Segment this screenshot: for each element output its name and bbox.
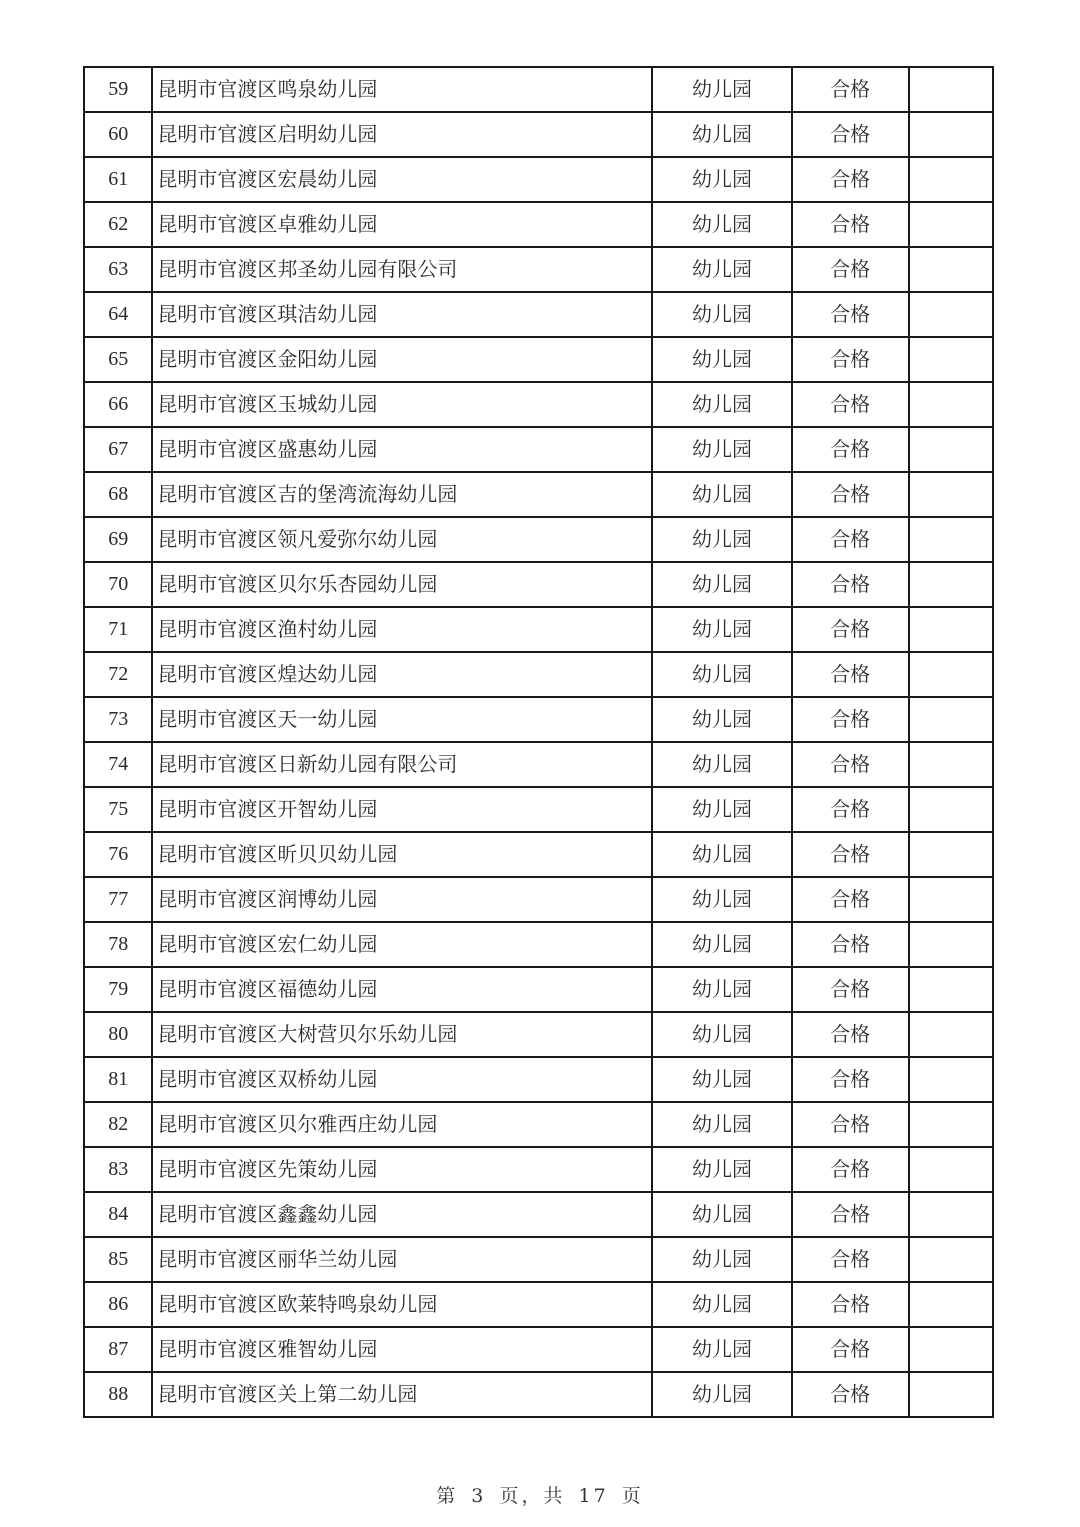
row-number-cell: 62	[84, 202, 152, 247]
row-number-cell: 68	[84, 472, 152, 517]
kindergarten-name-cell: 昆明市官渡区昕贝贝幼儿园	[152, 832, 652, 877]
institution-type-cell: 幼儿园	[652, 1192, 792, 1237]
row-number-cell: 74	[84, 742, 152, 787]
inspection-results-table	[83, 66, 994, 1418]
inspection-result-cell: 合格	[792, 922, 909, 967]
row-number-cell: 86	[84, 1282, 152, 1327]
kindergarten-name-cell: 昆明市官渡区吉的堡湾流海幼儿园	[152, 472, 652, 517]
kindergarten-name-cell: 昆明市官渡区鸣泉幼儿园	[152, 67, 652, 112]
inspection-result-cell: 合格	[792, 1282, 909, 1327]
table-row	[84, 967, 993, 1012]
remarks-cell	[909, 1192, 993, 1237]
row-number-cell: 88	[84, 1372, 152, 1417]
remarks-cell	[909, 832, 993, 877]
row-number-cell: 87	[84, 1327, 152, 1372]
kindergarten-name-cell: 昆明市官渡区宏晨幼儿园	[152, 157, 652, 202]
institution-type-cell: 幼儿园	[652, 922, 792, 967]
kindergarten-name-cell: 昆明市官渡区大树营贝尔乐幼儿园	[152, 1012, 652, 1057]
institution-type-cell: 幼儿园	[652, 877, 792, 922]
table-row	[84, 922, 993, 967]
kindergarten-name-cell: 昆明市官渡区丽华兰幼儿园	[152, 1237, 652, 1282]
institution-type-cell: 幼儿园	[652, 607, 792, 652]
institution-type-cell: 幼儿园	[652, 1372, 792, 1417]
inspection-result-cell: 合格	[792, 1327, 909, 1372]
inspection-result-cell: 合格	[792, 382, 909, 427]
inspection-result-cell: 合格	[792, 562, 909, 607]
remarks-cell	[909, 922, 993, 967]
row-number-cell: 69	[84, 517, 152, 562]
institution-type-cell: 幼儿园	[652, 787, 792, 832]
inspection-result-cell: 合格	[792, 427, 909, 472]
table-row	[84, 607, 993, 652]
row-number-cell: 72	[84, 652, 152, 697]
remarks-cell	[909, 652, 993, 697]
inspection-result-cell: 合格	[792, 697, 909, 742]
row-number-cell: 60	[84, 112, 152, 157]
table-row	[84, 1237, 993, 1282]
footer-middle: 页，共	[499, 1485, 566, 1507]
row-number-cell: 84	[84, 1192, 152, 1237]
table-row	[84, 877, 993, 922]
kindergarten-name-cell: 昆明市官渡区日新幼儿园有限公司	[152, 742, 652, 787]
institution-type-cell: 幼儿园	[652, 337, 792, 382]
table-row	[84, 202, 993, 247]
inspection-result-cell: 合格	[792, 517, 909, 562]
row-number-cell: 63	[84, 247, 152, 292]
kindergarten-name-cell: 昆明市官渡区开智幼儿园	[152, 787, 652, 832]
institution-type-cell: 幼儿园	[652, 1327, 792, 1372]
table-row	[84, 472, 993, 517]
table-row	[84, 1102, 993, 1147]
row-number-cell: 73	[84, 697, 152, 742]
kindergarten-name-cell: 昆明市官渡区宏仁幼儿园	[152, 922, 652, 967]
institution-type-cell: 幼儿园	[652, 112, 792, 157]
institution-type-cell: 幼儿园	[652, 1102, 792, 1147]
inspection-result-cell: 合格	[792, 832, 909, 877]
kindergarten-name-cell: 昆明市官渡区先策幼儿园	[152, 1147, 652, 1192]
table-row	[84, 1147, 993, 1192]
row-number-cell: 79	[84, 967, 152, 1012]
remarks-cell	[909, 247, 993, 292]
kindergarten-name-cell: 昆明市官渡区贝尔乐杏园幼儿园	[152, 562, 652, 607]
kindergarten-name-cell: 昆明市官渡区福德幼儿园	[152, 967, 652, 1012]
kindergarten-name-cell: 昆明市官渡区卓雅幼儿园	[152, 202, 652, 247]
remarks-cell	[909, 67, 993, 112]
row-number-cell: 59	[84, 67, 152, 112]
institution-type-cell: 幼儿园	[652, 67, 792, 112]
row-number-cell: 65	[84, 337, 152, 382]
table-row	[84, 517, 993, 562]
inspection-result-cell: 合格	[792, 1147, 909, 1192]
kindergarten-name-cell: 昆明市官渡区盛惠幼儿园	[152, 427, 652, 472]
remarks-cell	[909, 157, 993, 202]
remarks-cell	[909, 382, 993, 427]
institution-type-cell: 幼儿园	[652, 472, 792, 517]
inspection-result-cell: 合格	[792, 967, 909, 1012]
table-row	[84, 1282, 993, 1327]
row-number-cell: 61	[84, 157, 152, 202]
kindergarten-name-cell: 昆明市官渡区琪洁幼儿园	[152, 292, 652, 337]
kindergarten-name-cell: 昆明市官渡区金阳幼儿园	[152, 337, 652, 382]
inspection-result-cell: 合格	[792, 1102, 909, 1147]
remarks-cell	[909, 427, 993, 472]
remarks-cell	[909, 292, 993, 337]
remarks-cell	[909, 1372, 993, 1417]
remarks-cell	[909, 337, 993, 382]
row-number-cell: 70	[84, 562, 152, 607]
table-row	[84, 427, 993, 472]
inspection-result-cell: 合格	[792, 1057, 909, 1102]
institution-type-cell: 幼儿园	[652, 1282, 792, 1327]
remarks-cell	[909, 112, 993, 157]
table-row	[84, 1012, 993, 1057]
institution-type-cell: 幼儿园	[652, 292, 792, 337]
table-row	[84, 1372, 993, 1417]
institution-type-cell: 幼儿园	[652, 652, 792, 697]
table-row	[84, 697, 993, 742]
total-pages-number: 17	[578, 1485, 609, 1507]
inspection-result-cell: 合格	[792, 1012, 909, 1057]
kindergarten-name-cell: 昆明市官渡区启明幼儿园	[152, 112, 652, 157]
kindergarten-name-cell: 昆明市官渡区润博幼儿园	[152, 877, 652, 922]
table-row	[84, 112, 993, 157]
kindergarten-name-cell: 昆明市官渡区贝尔雅西庄幼儿园	[152, 1102, 652, 1147]
row-number-cell: 82	[84, 1102, 152, 1147]
row-number-cell: 77	[84, 877, 152, 922]
row-number-cell: 66	[84, 382, 152, 427]
remarks-cell	[909, 607, 993, 652]
row-number-cell: 71	[84, 607, 152, 652]
kindergarten-name-cell: 昆明市官渡区双桥幼儿园	[152, 1057, 652, 1102]
inspection-result-cell: 合格	[792, 1192, 909, 1237]
remarks-cell	[909, 1147, 993, 1192]
kindergarten-name-cell: 昆明市官渡区领凡爱弥尔幼儿园	[152, 517, 652, 562]
inspection-result-cell: 合格	[792, 157, 909, 202]
table-row	[84, 562, 993, 607]
table-row	[84, 1192, 993, 1237]
row-number-cell: 81	[84, 1057, 152, 1102]
table-body	[84, 67, 993, 1417]
institution-type-cell: 幼儿园	[652, 517, 792, 562]
institution-type-cell: 幼儿园	[652, 1012, 792, 1057]
table-row	[84, 1327, 993, 1372]
inspection-result-cell: 合格	[792, 247, 909, 292]
row-number-cell: 75	[84, 787, 152, 832]
kindergarten-name-cell: 昆明市官渡区渔村幼儿园	[152, 607, 652, 652]
table-row	[84, 247, 993, 292]
table-row	[84, 292, 993, 337]
inspection-result-cell: 合格	[792, 652, 909, 697]
page-footer	[0, 1481, 1080, 1508]
inspection-result-cell: 合格	[792, 112, 909, 157]
remarks-cell	[909, 877, 993, 922]
inspection-result-cell: 合格	[792, 1372, 909, 1417]
remarks-cell	[909, 1327, 993, 1372]
institution-type-cell: 幼儿园	[652, 742, 792, 787]
row-number-cell: 83	[84, 1147, 152, 1192]
current-page-number: 3	[471, 1485, 487, 1507]
remarks-cell	[909, 742, 993, 787]
institution-type-cell: 幼儿园	[652, 832, 792, 877]
inspection-result-cell: 合格	[792, 472, 909, 517]
remarks-cell	[909, 1102, 993, 1147]
remarks-cell	[909, 1012, 993, 1057]
institution-type-cell: 幼儿园	[652, 382, 792, 427]
remarks-cell	[909, 1237, 993, 1282]
table-row	[84, 832, 993, 877]
table-row	[84, 652, 993, 697]
row-number-cell: 67	[84, 427, 152, 472]
kindergarten-name-cell: 昆明市官渡区邦圣幼儿园有限公司	[152, 247, 652, 292]
table-row	[84, 787, 993, 832]
remarks-cell	[909, 202, 993, 247]
institution-type-cell: 幼儿园	[652, 697, 792, 742]
row-number-cell: 64	[84, 292, 152, 337]
kindergarten-name-cell: 昆明市官渡区玉城幼儿园	[152, 382, 652, 427]
remarks-cell	[909, 562, 993, 607]
table-row	[84, 157, 993, 202]
inspection-result-cell: 合格	[792, 1237, 909, 1282]
remarks-cell	[909, 1282, 993, 1327]
footer-suffix: 页	[621, 1485, 644, 1507]
footer-prefix: 第	[436, 1485, 459, 1507]
table-row	[84, 337, 993, 382]
table-row	[84, 742, 993, 787]
table-row	[84, 67, 993, 112]
institution-type-cell: 幼儿园	[652, 562, 792, 607]
institution-type-cell: 幼儿园	[652, 1237, 792, 1282]
remarks-cell	[909, 1057, 993, 1102]
inspection-result-cell: 合格	[792, 202, 909, 247]
institution-type-cell: 幼儿园	[652, 967, 792, 1012]
institution-type-cell: 幼儿园	[652, 1147, 792, 1192]
remarks-cell	[909, 697, 993, 742]
inspection-result-cell: 合格	[792, 67, 909, 112]
remarks-cell	[909, 517, 993, 562]
inspection-result-cell: 合格	[792, 292, 909, 337]
inspection-result-cell: 合格	[792, 742, 909, 787]
institution-type-cell: 幼儿园	[652, 247, 792, 292]
kindergarten-name-cell: 昆明市官渡区欧莱特鸣泉幼儿园	[152, 1282, 652, 1327]
kindergarten-name-cell: 昆明市官渡区关上第二幼儿园	[152, 1372, 652, 1417]
kindergarten-name-cell: 昆明市官渡区鑫鑫幼儿园	[152, 1192, 652, 1237]
table-row	[84, 382, 993, 427]
table-row	[84, 1057, 993, 1102]
institution-type-cell: 幼儿园	[652, 157, 792, 202]
remarks-cell	[909, 472, 993, 517]
row-number-cell: 78	[84, 922, 152, 967]
kindergarten-name-cell: 昆明市官渡区雅智幼儿园	[152, 1327, 652, 1372]
kindergarten-name-cell: 昆明市官渡区天一幼儿园	[152, 697, 652, 742]
institution-type-cell: 幼儿园	[652, 202, 792, 247]
kindergarten-name-cell: 昆明市官渡区煌达幼儿园	[152, 652, 652, 697]
institution-type-cell: 幼儿园	[652, 1057, 792, 1102]
institution-type-cell: 幼儿园	[652, 427, 792, 472]
remarks-cell	[909, 967, 993, 1012]
row-number-cell: 80	[84, 1012, 152, 1057]
remarks-cell	[909, 787, 993, 832]
inspection-result-cell: 合格	[792, 337, 909, 382]
inspection-result-cell: 合格	[792, 877, 909, 922]
row-number-cell: 85	[84, 1237, 152, 1282]
inspection-result-cell: 合格	[792, 607, 909, 652]
row-number-cell: 76	[84, 832, 152, 877]
inspection-result-cell: 合格	[792, 787, 909, 832]
